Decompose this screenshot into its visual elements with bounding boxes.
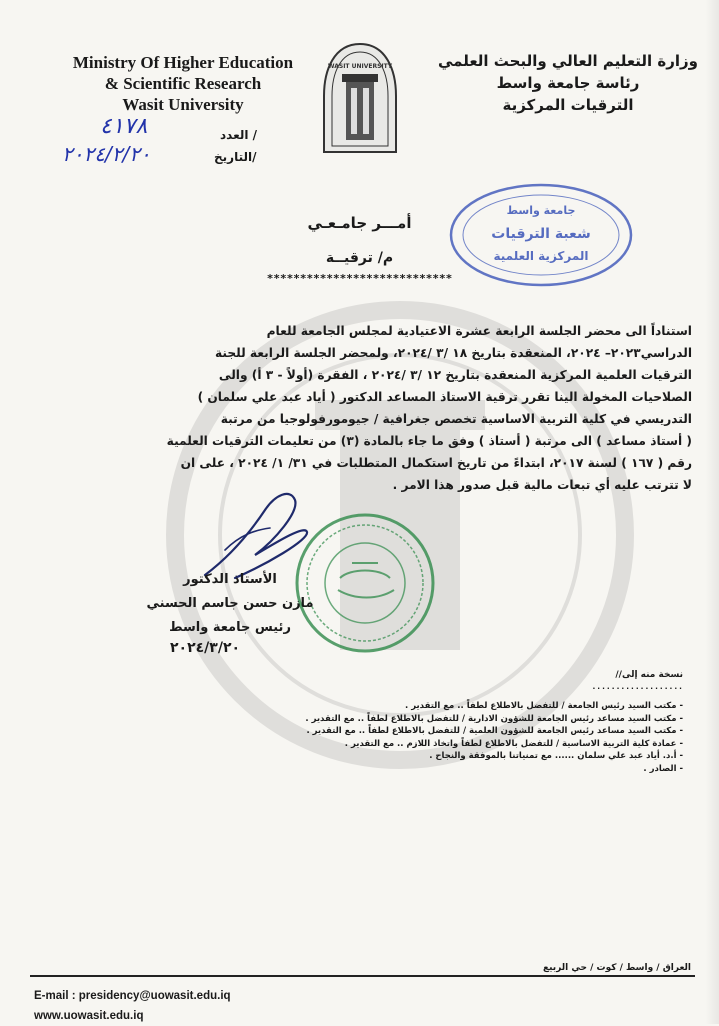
university-logo-icon — [320, 40, 400, 160]
body-line: التدريسي في كلية التربية الاساسية تخصص جغرافية / جيومورفولوجيا من مرتبة — [220, 412, 692, 426]
order-body — [62, 320, 692, 496]
copy-recipient: - الصادر . — [263, 763, 683, 776]
body-line: لا تترتب عليه أي تبعات مالية قبل صدور هذا الامر . — [392, 478, 692, 492]
header-english — [58, 52, 308, 115]
stamp-line: المركزية العلمية — [493, 249, 589, 263]
header-ar-line: الترقيات المركزية — [502, 96, 634, 114]
reference-number-value: ٤١٧٨ — [100, 114, 148, 139]
copy-recipient: - مكتب السيد مساعد رئيس الجامعة للشؤون العلمية / للتفضل بالاطلاع لطفاً .. مع التقدير . — [263, 725, 683, 738]
body-line: ( أستاذ مساعد ) الى مرتبة ( أستاذ ) وفق ما جاء بالمادة (٣) من تعليمات الترقيات العلمية — [166, 434, 692, 448]
header-ar-line: وزارة التعليم العالي والبحث العلمي — [437, 52, 699, 70]
signatory-position: رئيس جامعة واسط — [169, 620, 291, 635]
signature-date: ٢٠٢٤/٣/٢٠ — [170, 640, 241, 656]
body-line: الترقيات العلمية المركزية المنعقدة بتاريخ ١٢ /٣ /٢٠٢٤ ، الفقرة (أولاً - ٣ أ) والى — [218, 368, 692, 382]
header-ar-line: رئاسة جامعة واسط — [496, 74, 640, 92]
footer-email[interactable]: E-mail : presidency@uowasit.edu.iq — [34, 990, 231, 1002]
body-line: رقم ( ١٦٧ ) لسنة ٢٠١٧، ابتداءً من تاريخ استكمال المتطلبات في ٣١/ ١/ ٢٠٢٤ ، على ان — [180, 456, 692, 470]
copy-recipient: - عمادة كلية التربية الاساسية / للتفضل بالاطلاع لطفاً واتخاذ اللازم .. مع التقدير . — [263, 738, 683, 751]
footer-divider — [30, 975, 695, 977]
copy-recipient: - أ.د. أياد عبد علي سلمان ...... مع تمنياتنا بالموفقة والنجاح . — [263, 750, 683, 763]
body-line: الدراسي٢٠٢٣– ٢٠٢٤، المنعقدة بتاريخ ١٨ /٣ /٢٠٢٤، ولمحضر الجلسة الرابعة للجنة — [214, 346, 692, 360]
header-en-line: & Scientific Research — [104, 74, 262, 93]
copy-recipient: - مكتب السيد رئيس الجامعة / للتفضل بالاطلاع لطفاً .. مع التقدير . — [263, 700, 683, 713]
copies-list — [263, 700, 683, 775]
copies-heading: نسخة منه إلى// — [615, 670, 683, 680]
copy-recipient: - مكتب السيد مساعد رئيس الجامعة للشؤون الادارية / للتفضل بالاطلاع لطفاً .. مع التقدير . — [263, 713, 683, 726]
body-line: الصلاحيات المخولة الينا تقرر ترقية الاستاذ المساعد الدكتور ( أياد عبد علي سلمان ) — [197, 390, 692, 404]
page-edge-shadow — [705, 0, 719, 1024]
signatory-title: الأستاذ الدكتور — [183, 572, 277, 587]
document-title: أمـــر جامـعـي — [307, 214, 412, 232]
copies-dots: ................... — [591, 682, 683, 691]
reference-date-label: التاريخ/ — [214, 150, 257, 164]
reference-date-value: ٢٠٢٤/٢/٢٠ — [62, 142, 151, 166]
header-en-line: Wasit University — [122, 95, 244, 114]
document-subject: م/ ترقيــة — [325, 250, 394, 266]
footer-website[interactable]: www.uowasit.edu.iq — [34, 1010, 144, 1022]
signatory-name: مازن حسن جاسم الحسني — [146, 596, 314, 611]
reference-number-label: العدد / — [220, 128, 258, 142]
body-line: استناداً الى محضر الجلسة الرابعة عشرة الاعتيادية لمجلس الجامعة للعام — [266, 324, 692, 338]
separator-stars: **************************** — [266, 272, 453, 285]
footer-address: العراق / واسط / كوت / حي الربيع — [542, 963, 691, 973]
signatory-block — [105, 568, 355, 640]
logo-text: WASIT UNIVERSITY — [327, 63, 393, 70]
footer-contact — [34, 986, 231, 1026]
header-arabic — [433, 50, 703, 116]
stamp-line: شعبة الترقيات — [491, 226, 591, 242]
stamp-line: جامعة واسط — [506, 204, 576, 217]
header-en-line: Ministry Of Higher Education — [72, 53, 294, 72]
